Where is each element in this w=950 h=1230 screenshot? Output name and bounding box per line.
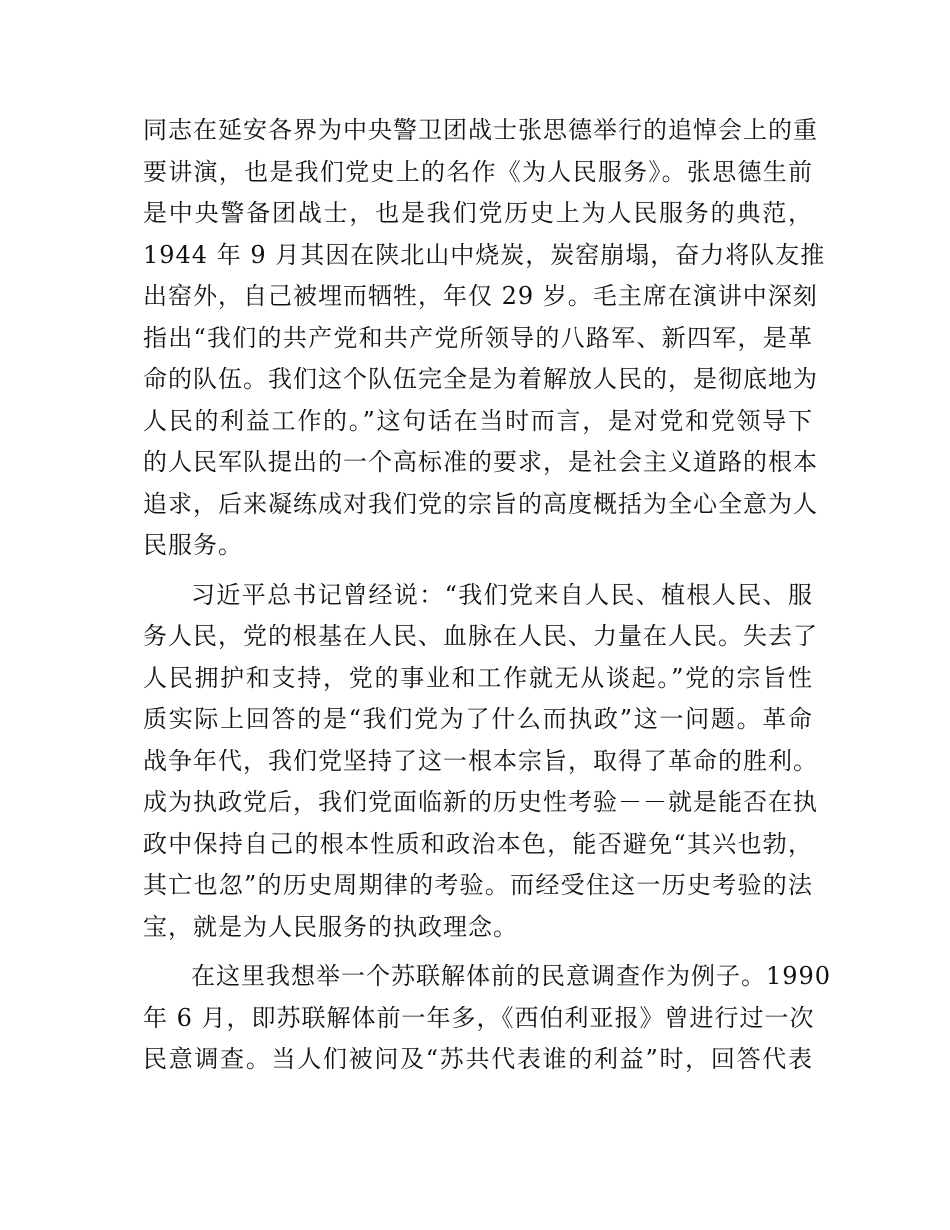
text-line: 是中央警备团战士，也是我们党历史上为人民服务的典范，: [143, 199, 813, 227]
text-line: 习近平总书记曾经说：“我们党来自人民、植根人民、服: [191, 580, 813, 609]
text-line: 务人民，党的根基在人民、血脉在人民、力量在人民。失去了: [143, 622, 818, 650]
text-line: 质实际上回答的是“我们党为了什么而执政”这一问题。革命: [143, 705, 813, 733]
text-line: 1944 年 9 月其因在陕北山中烧炭，炭窑崩塌，奋力将队友推: [143, 240, 826, 269]
text-line: 人民拥护和支持，党的事业和工作就无从谈起。”党的宗旨性: [143, 663, 813, 692]
text-line: 民服务。: [143, 531, 243, 559]
text-line: 其亡也忽”的历史周期律的考验。而经受住这一历史考验的法: [143, 871, 813, 899]
text-line: 在这里我想举一个苏联解体前的民意调查作为例子。1990: [191, 962, 832, 990]
text-line: 人民的利益工作的。”这句话在当时而言，是对党和党领导下: [143, 406, 813, 435]
document-body: [143, 110, 832, 1081]
text-line: 追求，后来凝练成对我们党的宗旨的高度概括为全心全意为人: [143, 489, 818, 518]
text-line: 指出“我们的共产党和共产党所领导的八路军、新四军，是革: [143, 323, 813, 352]
text-line: 命的队伍。我们这个队伍完全是为着解放人民的，是彻底地为: [143, 365, 818, 393]
paragraph-1: [143, 110, 826, 567]
text-line: 的人民军队提出的一个高标准的要求，是社会主义道路的根本: [143, 448, 818, 476]
text-line: 成为执政党后，我们党面临新的历史性考验－－就是能否在执: [143, 788, 818, 816]
text-line: 宝，就是为人民服务的执政理念。: [143, 912, 518, 941]
text-line: 民意调查。当人们被问及“苏共代表谁的利益”时，回答代表: [143, 1045, 813, 1073]
text-line: 出窑外，自己被埋而牺牲，年仅 29 岁。毛主席在演讲中深刻: [143, 282, 818, 310]
text-line: 同志在延安各界为中央警卫团战士张思德举行的追悼会上的重: [143, 116, 818, 144]
text-line: 要讲演，也是我们党史上的名作《为人民服务》。张思德生前: [143, 157, 813, 186]
paragraph-2: [143, 575, 818, 949]
text-line: 战争年代，我们党坚持了这一根本宗旨，取得了革命的胜利。: [143, 746, 818, 775]
text-line: 年 6 月，即苏联解体前一年多，《西伯利亚报》曾进行过一次: [143, 1003, 815, 1032]
text-line: 政中保持自己的根本性质和政治本色，能否避免“其兴也勃，: [143, 829, 813, 858]
paragraph-3: [143, 956, 832, 1081]
